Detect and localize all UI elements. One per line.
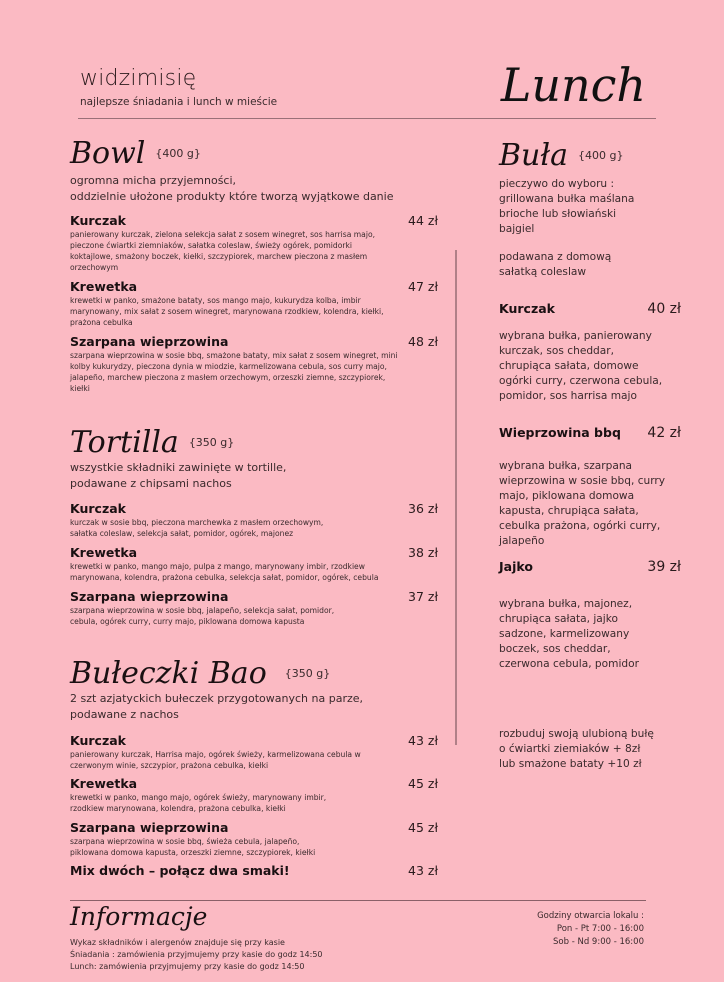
item-name: Kurczak [70,501,126,516]
item-name: Kurczak [70,733,126,748]
desc-line: 2 szt azjatyckich bułeczek przygotowanych na parze, [70,692,364,705]
item-description: wybrana bułka, panierowany kurczak, sos cheddar, chrupiąca sałata, domowe ogórki curry, czerwona cebula, pomidor, sos harrisa majo [499,330,663,402]
item-price: 37 zł [408,589,438,604]
menu-item [499,559,681,672]
section-description [70,460,286,492]
item-price: 39 zł [647,559,681,575]
item-name: Wieprzowina bbq [499,425,621,440]
item-price: 47 zł [408,279,438,294]
header-divider [78,118,656,119]
item-price: 44 zł [408,213,438,228]
item-description: krewetki w panko, mango majo, pulpa z mango, marynowany imbir, rzodkiew marynowana, kolendra, prażona cebulka, selekcja sałat, pomidor, ogórek, cebula [70,562,379,582]
section-bowl [70,136,393,205]
section-tortilla [70,425,286,492]
hours-title: Godziny otwarcia lokalu : [537,911,644,921]
section-bao [70,656,363,723]
item-price: 36 zł [408,501,438,516]
desc-line: bajgiel [499,223,535,235]
section-description [70,691,363,723]
desc-line: sałatką coleslaw [499,266,587,278]
section-bula [499,138,634,280]
item-description: panierowany kurczak, Harrisa majo, ogórek świeży, karmelizowana cebula w czerwonym winie, szczypior, prażona cebulka, kiełki [70,750,361,770]
item-price: 45 zł [408,776,438,791]
menu-title: Lunch [500,58,646,112]
item-price: 45 zł [408,820,438,835]
item-description: krewetki w panko, mango majo, ogórek świeży, marynowany imbir, rzodkiew marynowana, kolendra, prażona cebulka, kiełki [70,793,327,813]
section-description [70,173,393,205]
desc-line: oddzielnie ułożone produkty które tworzą wyjątkowe danie [70,190,394,203]
menu-item [499,425,681,549]
item-name: Mix dwóch – połącz dwa smaki! [70,863,290,878]
item-price: 43 zł [408,733,438,748]
item-name: Krewetka [70,545,138,560]
desc-line: podawane z nachos [70,708,179,721]
brand-name: widzimisię [80,66,197,91]
section-weight: {350 g} [284,667,331,680]
menu-item [70,863,438,878]
item-name: Kurczak [70,213,126,228]
section-title [70,425,286,460]
item-price: 43 zł [408,863,438,878]
column-divider [455,250,457,745]
desc-line: wszystkie składniki zawinięte w tortille, [70,461,287,474]
info-line: Śniadania : zamówienia przyjmujemy przy kasie do godz 14:50 [70,950,323,959]
item-name: Szarpana wieprzowina [70,820,229,835]
info-line: Lunch: zamówienia przyjmujemy przy kasie do godz 14:50 [70,962,305,971]
opening-hours [537,910,644,949]
section-description [499,177,634,237]
item-name: Krewetka [70,279,138,294]
brand-tagline: najlepsze śniadania i lunch w mieście [80,96,278,108]
section-title-text: Buła [499,138,568,173]
menu-item [70,334,438,394]
hours-line: Sob - Nd 9:00 - 16:00 [553,937,644,947]
item-price: 40 zł [647,301,681,317]
item-name: Jajko [499,559,533,574]
section-description-serving [499,250,634,280]
section-weight: {400 g} [155,147,201,160]
desc-line: ogromna micha przyjemności, [70,174,237,187]
addon-line: o ćwiartki ziemiaków + 8zł [499,743,641,755]
item-description: panierowany kurczak, zielona selekcja sałat z sosem winegret, sos harrisa majo, pieczone ćwiartki ziemniaków, sałatka coleslaw, świeży ogórek, pomidorki koktajlowe, smażony boczek, kiełki, szczypiorek, marchew pieczona z masłem orzechowym [70,230,376,272]
menu-item [70,279,438,328]
desc-line: podawana z domową [499,251,612,263]
info-line: Wykaz składników i alergenów znajduje się przy kasie [70,938,285,947]
menu-item [70,501,438,539]
addons-note [499,727,654,772]
section-title-text: Bowl [70,136,146,171]
item-description: kurczak w sosie bbq, pieczona marchewka z masłem orzechowym, sałatka coleslaw, selekcja sałat, pomidor, ogórek, majonez [70,518,324,538]
item-description: szarpana wieprzowina w sosie bbq, jalapeño, selekcja sałat, pomidor, cebula, ogórek curry, curry majo, piklowana domowa kapusta [70,606,335,626]
desc-line: podawane z chipsami nachos [70,477,232,490]
footer-divider [70,900,646,901]
item-description: szarpana wieprzowina w sosie bbq, świeża cebula, jalapeño, piklowana domowa kapusta, orzeszki ziemne, szczypiorek, kiełki [70,837,316,857]
item-description: wybrana bułka, majonez, chrupiąca sałata, jajko sadzone, karmelizowany boczek, sos cheddar, czerwona cebula, pomidor [499,598,639,670]
info-title: Informacje [70,902,208,931]
section-weight: {400 g} [577,149,624,162]
section-title-text: Tortilla [70,425,179,460]
menu-item [70,545,438,583]
info-lines [70,937,323,973]
item-price: 42 zł [647,425,681,441]
section-title [70,136,393,171]
menu-item [70,589,438,627]
item-name: Szarpana wieprzowina [70,334,229,349]
addon-line: lub smażone bataty +10 zł [499,758,642,770]
item-name: Szarpana wieprzowina [70,589,229,604]
item-price: 48 zł [408,334,438,349]
section-title-text: Bułeczki Bao [70,656,267,691]
desc-line: pieczywo do wyboru : [499,178,615,190]
desc-line: grillowana bułka maślana [499,193,635,205]
item-description: wybrana bułka, szarpana wieprzowina w sosie bbq, curry majo, piklowana domowa kapusta, chrupiąca sałata, cebulka prażona, ogórki curry, jalapeño [499,460,666,547]
item-name: Kurczak [499,301,555,316]
menu-item [70,776,438,814]
section-weight: {350 g} [188,436,235,449]
addon-line: rozbuduj swoją ulubioną bułę [499,728,654,740]
item-description: krewetki w panko, smażone bataty, sos mango majo, kukurydza kolba, imbir marynowany, mix sałat z sosem winegret, marynowana rzodkiew, kolendra, kiełki, prażona cebulka [70,296,384,327]
desc-line: brioche lub słowiański [499,208,617,220]
menu-item [499,301,681,404]
menu-item [70,733,438,771]
menu-item [70,820,438,858]
section-title [499,138,634,173]
menu-item [70,213,438,273]
item-description: szarpana wieprzowina w sosie bbq, smażone bataty, mix sałat z sosem winegret, mini kolby kukurydzy, pieczona dynia w miodzie, karmelizowana cebula, sos curry majo, jalapeño, marchew pieczona z masłem orzechowym, orzeszki ziemne, szczypiorek, kiełki [70,351,398,393]
item-name: Krewetka [70,776,138,791]
hours-line: Pon - Pt 7:00 - 16:00 [556,924,644,934]
section-title [70,656,363,691]
item-price: 38 zł [408,545,438,560]
